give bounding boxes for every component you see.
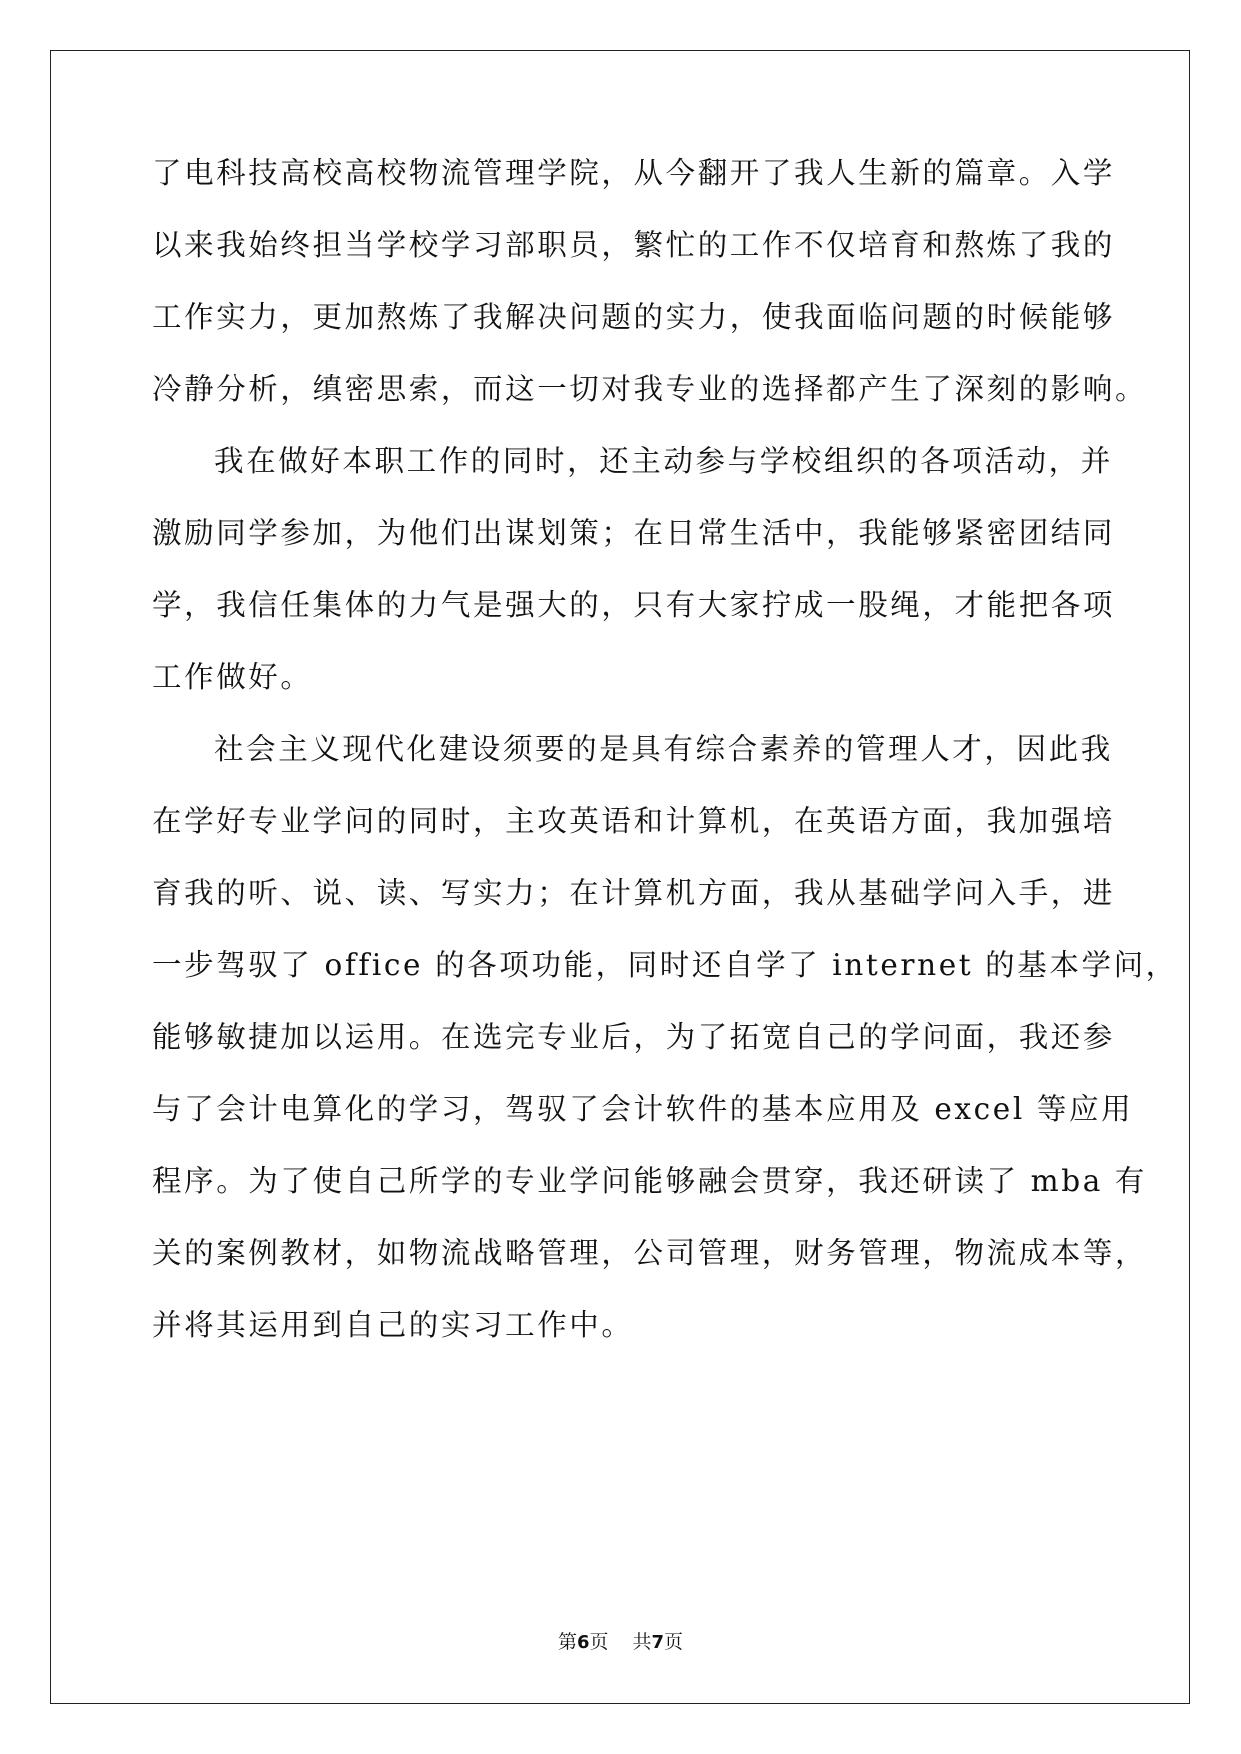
paragraph-line: 社会主义现代化建设须要的是具有综合素养的管理人才，因此我 <box>214 732 1113 766</box>
page-number-prefix: 第 <box>557 1631 577 1653</box>
total-pages-suffix: 页 <box>664 1631 684 1653</box>
paragraph-line: 激励同学参加，为他们出谋划策；在日常生活中，我能够紧密团结同 <box>152 516 1116 550</box>
paragraph-line: 了电科技高校高校物流管理学院，从今翻开了我人生新的篇章。入学 <box>152 156 1116 190</box>
paragraph-line: 学，我信任集体的力气是强大的，只有大家拧成一股绳，才能把各项 <box>152 588 1116 622</box>
total-pages-prefix: 共 <box>632 1631 652 1653</box>
page-number-suffix: 页 <box>589 1631 609 1653</box>
paragraph-line: 在学好专业学问的同时，主攻英语和计算机，在英语方面，我加强培 <box>152 804 1116 838</box>
paragraph-line: 冷静分析，缜密思索，而这一切对我专业的选择都产生了深刻的影响。 <box>152 372 1148 406</box>
page-footer <box>0 1630 1241 1655</box>
current-page-number: 6 <box>576 1632 590 1653</box>
paragraph-line: 我在做好本职工作的同时，还主动参与学校组织的各项活动，并 <box>214 444 1113 478</box>
paragraph-line: 一步驾驭了 office 的各项功能，同时还自学了 internet 的基本学问， <box>152 948 1178 982</box>
paragraph-line: 以来我始终担当学校学习部职员，繁忙的工作不仅培育和熬炼了我的 <box>152 228 1116 262</box>
paragraph-line: 工作实力，更加熬炼了我解决问题的实力，使我面临问题的时候能够 <box>152 300 1116 334</box>
paragraph-line: 能够敏捷加以运用。在选完专业后，为了拓宽自己的学问面，我还参 <box>152 1020 1116 1054</box>
paragraph-line: 关的案例教材，如物流战略管理，公司管理，财务管理，物流成本等， <box>152 1236 1148 1270</box>
paragraph-line: 与了会计电算化的学习，驾驭了会计软件的基本应用及 excel 等应用 <box>152 1092 1134 1126</box>
paragraph-line: 工作做好。 <box>152 660 313 694</box>
paragraph-line: 并将其运用到自己的实习工作中。 <box>152 1308 634 1342</box>
paragraph-line: 育我的听、说、读、写实力；在计算机方面，我从基础学问入手，进 <box>152 876 1116 910</box>
total-page-count: 7 <box>651 1632 665 1653</box>
paragraph-line: 程序。为了使自己所学的专业学问能够融会贯穿，我还研读了 mba 有 <box>152 1164 1147 1198</box>
